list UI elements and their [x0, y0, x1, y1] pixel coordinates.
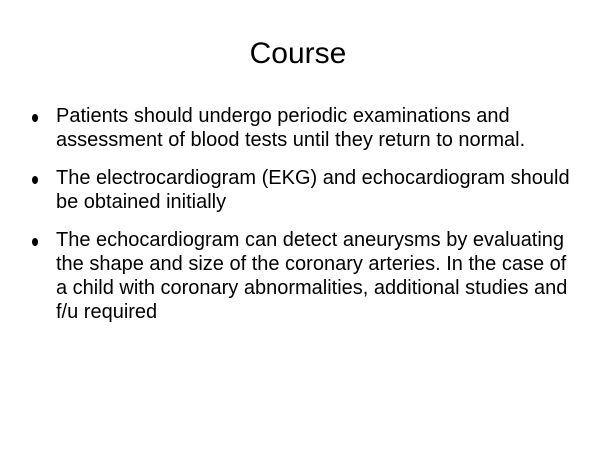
- bullet-text: Patients should undergo periodic examinations and assessment of blood tests until they return to normal.: [56, 105, 526, 151]
- bullet-list: [30, 104, 570, 338]
- bullet-text: The electrocardiogram (EKG) and echocardiogram should be obtained initially: [56, 167, 570, 213]
- bullet-dot-icon: [32, 114, 38, 122]
- bullet-text: The echocardiogram can detect aneurysms by evaluating the shape and size of the coronary arteries. In the case of a child with coronary abnormalities, additional studies and f/u required: [56, 229, 568, 323]
- bullet-dot-icon: [32, 176, 38, 184]
- slide-title: Course: [249, 37, 347, 70]
- bullet-item: [30, 104, 570, 152]
- bullet-item: [30, 228, 570, 324]
- bullet-dot-icon: [32, 238, 38, 246]
- bullet-item: [30, 166, 570, 214]
